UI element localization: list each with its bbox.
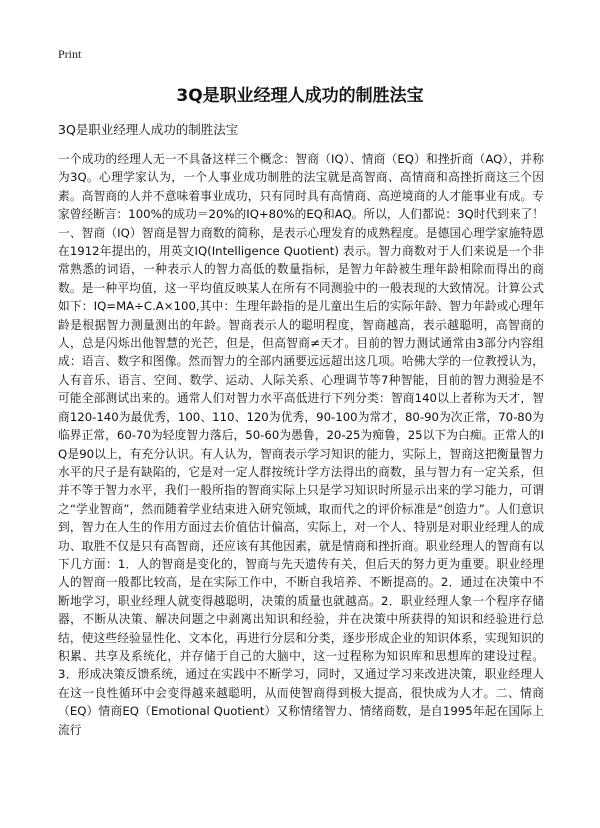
article-title: 3Q是职业经理人成功的制胜法宝 bbox=[176, 86, 424, 106]
article-body: 一个成功的经理人无一不具备这样三个概念：智商（IQ）、情商（EQ）和挫折商（AQ），并称为3Q。心理学家认为，一个人事业成功制胜的法宝就是高智商、高情商和高挫折商这三个因素。高智商的人并不意味着事业成功，只有同时具有高情商、高逆境商的人才能事业有成。专家曾经断言：100%的成功＝20%的IQ+80%的EQ和AQ。所以，人们都说：3Q时代到来了！一、智商（IQ）智商是智力商数的简称，是表示心理发育的成熟程度。是德国心理学家施特恩在1912年提出的，用英文IQ(Intelligence Quotient) 表示。智力商数对于人们来说是一个非常熟悉的词语，一种表示人的智力高低的数量指标，是智力年龄被生理年龄相除而得出的商数。是一种平均值，这一平均值反映某人在所有不同测验中的一般表现的大致情况。计算公式如下：IQ=MA÷C.A×100,其中：生理年龄指的是儿童出生后的实际年龄、智力年龄或心理年龄是根据智力测量测出的年龄。智商表示人的聪明程度，智商越高，表示越聪明，高智商的人，总是闪烁出他智慧的光芒，但是，但高智商≠天才。目前的智力测试通常由3部分内容组成：语言、数字和图像。然而智力的全部内涵要远远超出这几项。哈佛大学的一位教授认为，人有音乐、语言、空间、数学、运动、人际关系、心理调节等7种智能，目前的智力测验是不可能全部测试出来的。通常人们对智力水平高低进行下列分类：智商140以上者称为天才，智商120-140为最优秀，100、110、120为优秀，90-100为常才，80-90为次正常，70-80为临界正常，60-70为轻度智力落后，50-60为愚鲁，20-25为痴鲁，25以下为白痴。正常人的IQ是90以上，有充分认识。有人认为，智商表示学习知识的能力，实际上，智商这把衡量智力水平的尺子是有缺陷的，它是对一定人群按统计学方法得出的商数，虽与智力有一定关系，但并不等于智力水平，我们一般所指的智商实际上只是学习知识时所显示出来的学习能力，可谓之“学业智商”，然而随着学业结束进入研究领域，取而代之的评价标准是“创造力”。人们意识到，智力在人生的作用方面过去价值估计偏高，实际上，对一个人、特别是对职业经理人的成功、取胜不仅是只有高智商，还应该有其他因素，就是情商和挫折商。职业经理人的智商有以下几方面：1．人的智商是变化的，智商与先天遗传有关，但后天的努力更为重要。职业经理人的智商一般都比较高，是在实际工作中，不断自我培养、不断提高的。2．通过在决策中不断地学习，职业经理人就变得越聪明，决策的质量也就越高。2．职业经理人象一个程序存储器，不断从决策、解决问题之中剥离出知识和经验，并在决策中所获得的知识和经验进行总结，使这些经验显性化、文本化，再进行分层和分类，逐步形成企业的知识体系，实现知识的积累、共享及系统化，并存储于自己的大脑中，这一过程称为知识库和思想库的建设过程。3．形成决策反馈系统，通过在实践中不断学习，同时，又通过学习来改进决策，职业经理人在这一良性循环中会变得越来越聪明，从而使智商得到极大提高，很快成为人才。二、情商（EQ）情商EQ（Emotional Quotient）又称情绪智力、情绪商数，是自1995年起在国际上流行 bbox=[58, 152, 544, 737]
article-subtitle: 3Q是职业经理人成功的制胜法宝 bbox=[58, 122, 239, 137]
print-link[interactable]: Print bbox=[58, 47, 82, 61]
